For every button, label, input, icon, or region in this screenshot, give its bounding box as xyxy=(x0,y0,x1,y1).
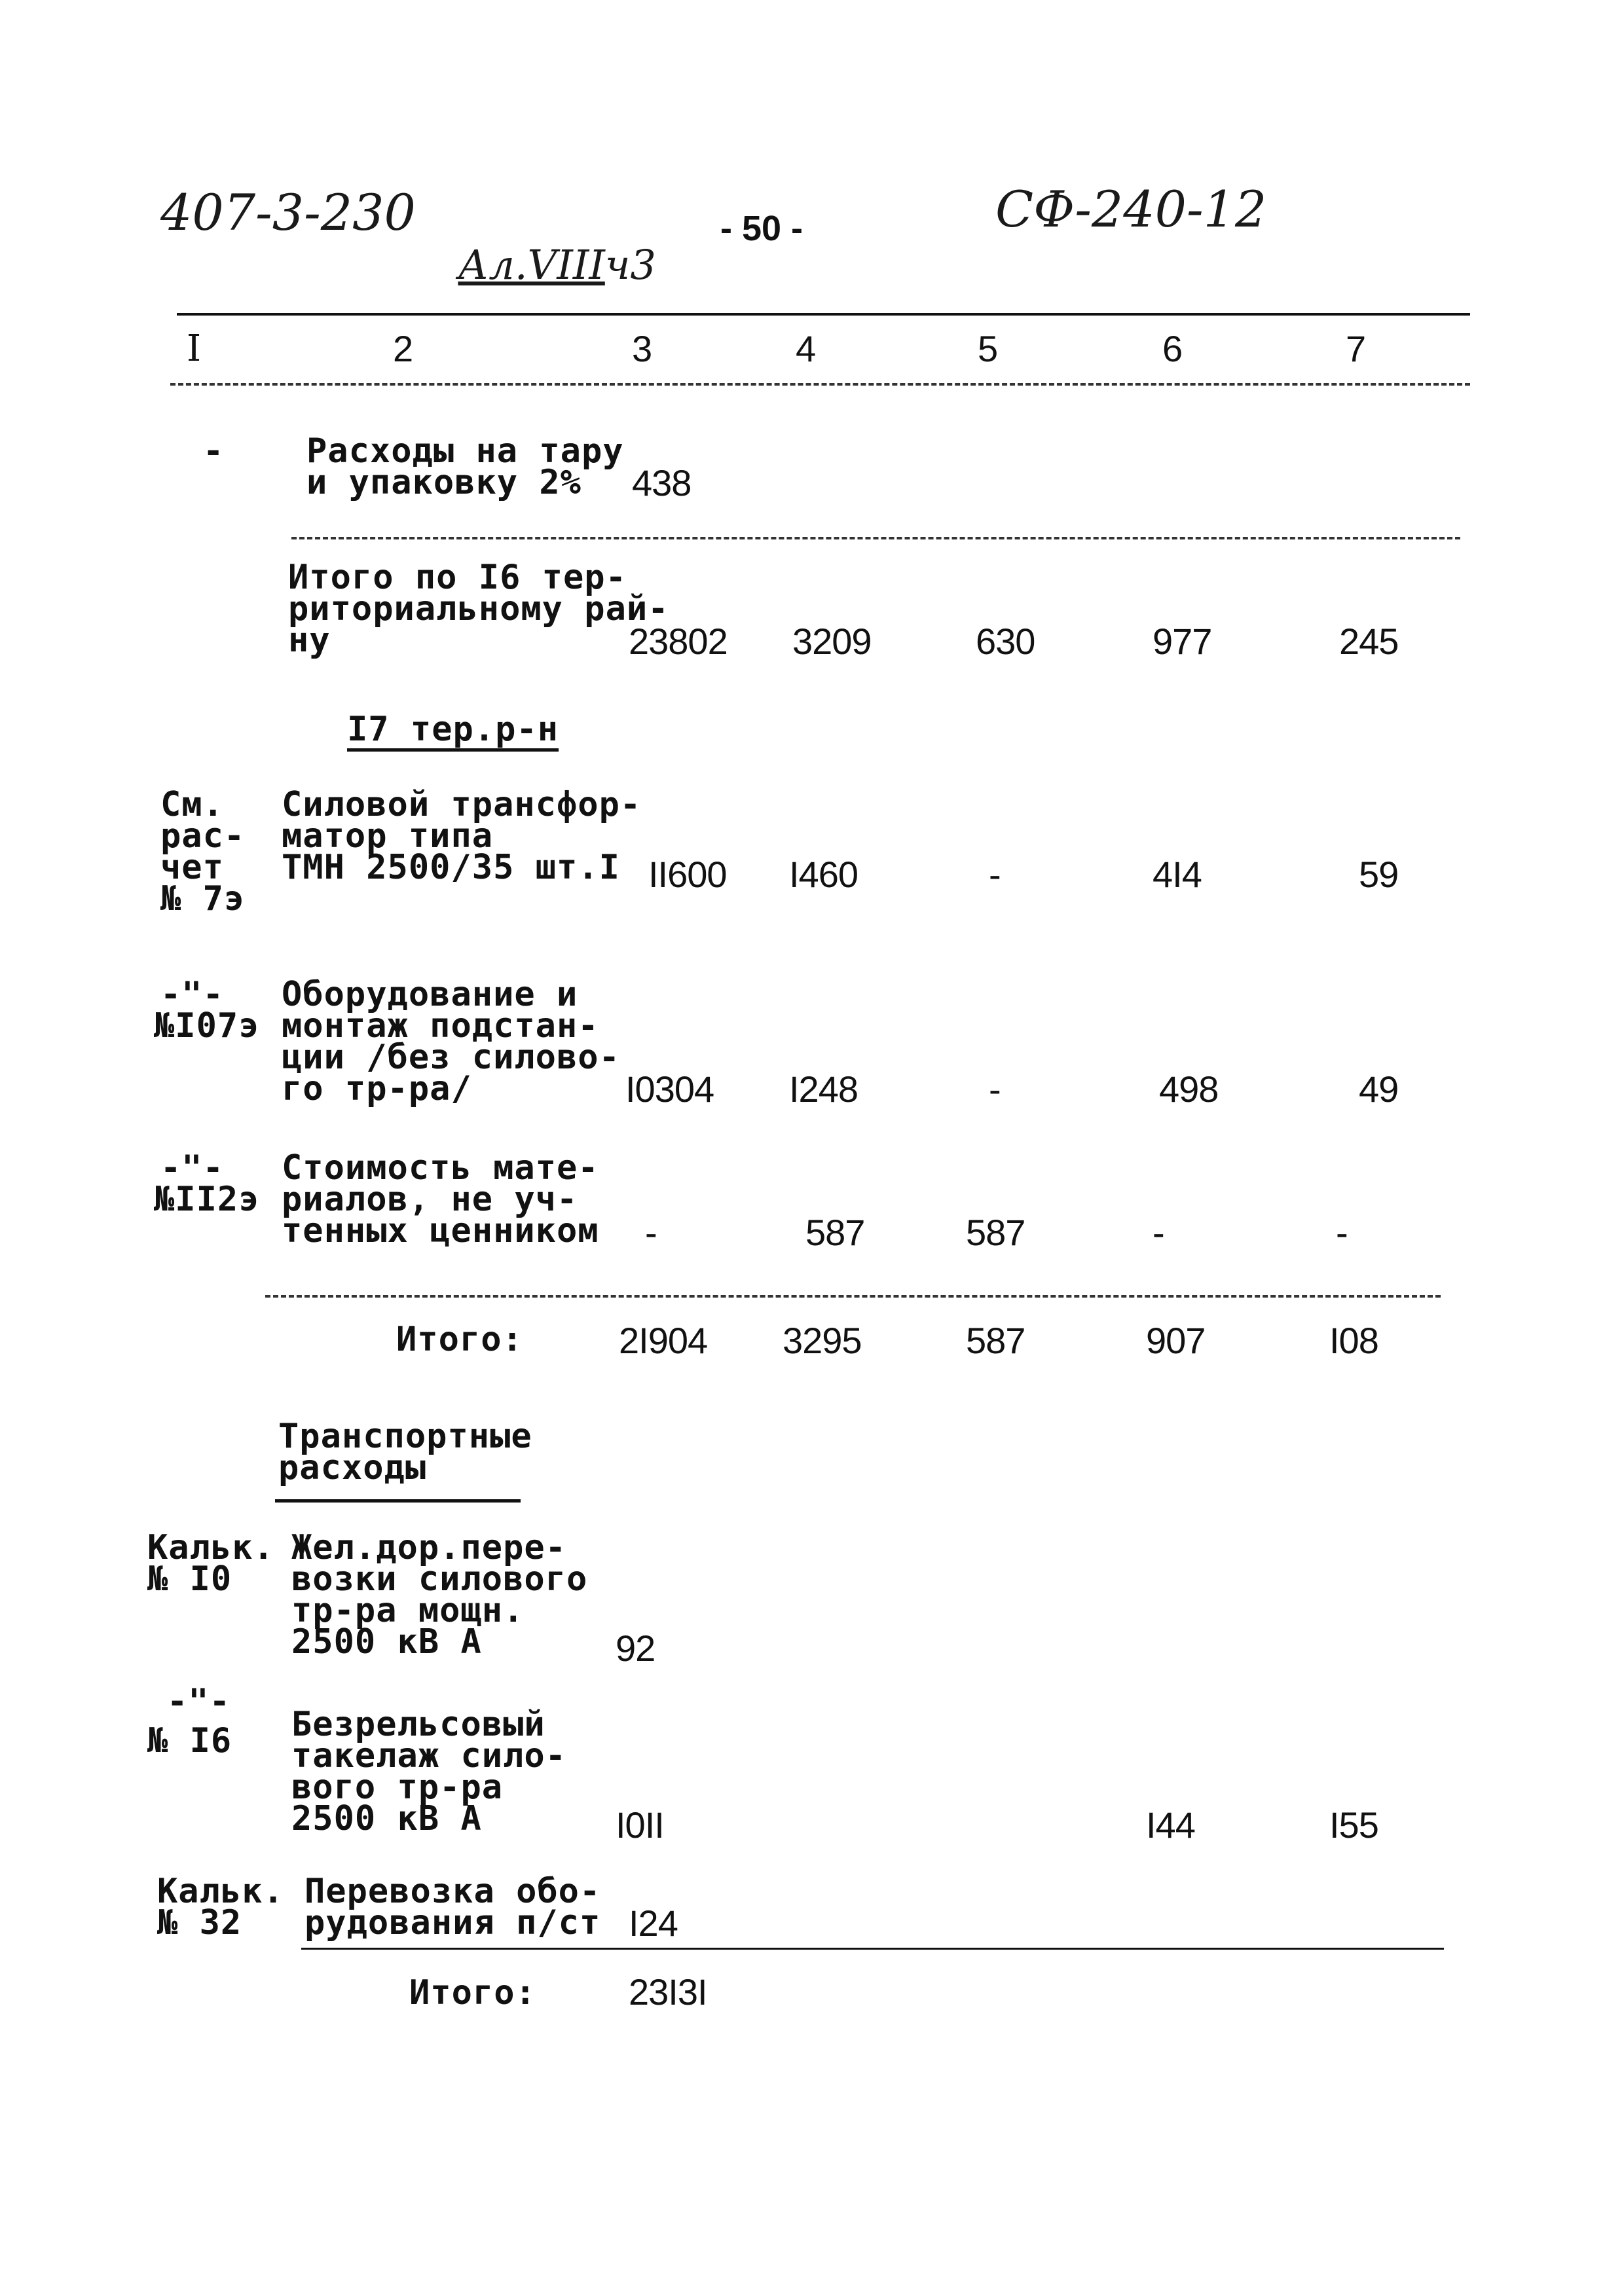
transformer-col5: - xyxy=(989,854,1001,895)
total16-desc-line-1: Итого по I6 тер- xyxy=(288,558,627,597)
materials-rule xyxy=(265,1295,1441,1298)
transformer-desc-line-2: матор типа xyxy=(282,816,494,856)
materials-col4: 587 xyxy=(805,1212,865,1253)
equipment-col5: - xyxy=(989,1068,1001,1110)
equipment-desc-line-3: ции /без силово- xyxy=(282,1038,620,1077)
album-part: ч3 xyxy=(604,241,656,289)
transport-title-line-2: расходы xyxy=(278,1448,427,1487)
subtotal-col6: 907 xyxy=(1146,1320,1206,1361)
packaging-col3: 438 xyxy=(632,462,692,503)
total16-col4: 3209 xyxy=(792,621,872,662)
equip-transport-ref-line-1: Кальк. xyxy=(157,1872,284,1911)
equipment-col4: I248 xyxy=(789,1068,858,1110)
total16-col7: 245 xyxy=(1339,621,1399,662)
rigging-col3: I0II xyxy=(616,1804,664,1846)
transport-title-line-1: Транспортные xyxy=(278,1417,532,1456)
column-header-2: 2 xyxy=(393,328,413,369)
rail-desc-line-1: Жел.дор.пере- xyxy=(291,1528,566,1567)
column-header-7: 7 xyxy=(1346,328,1366,369)
rigging-col6: I44 xyxy=(1146,1804,1195,1846)
materials-ref-line-1: -"- xyxy=(160,1148,224,1188)
equipment-ref-line-2: №I07э xyxy=(154,1006,260,1046)
transformer-ref-line-1: См. xyxy=(160,785,224,824)
rail-ref-line-1: Кальк. xyxy=(147,1528,274,1567)
table-top-rule xyxy=(177,313,1470,316)
equipment-col7: 49 xyxy=(1359,1068,1399,1110)
rail-col3: 92 xyxy=(616,1628,655,1669)
rigging-desc-line-4: 2500 кВ А xyxy=(291,1799,482,1838)
document-code-right: СФ-240-12 xyxy=(995,180,1267,238)
album-reference xyxy=(432,193,656,289)
rigging-ref-line-1: -"- xyxy=(167,1682,231,1721)
equipment-col6: 498 xyxy=(1159,1068,1219,1110)
equip-transport-desc-line-2: рудования п/ст xyxy=(304,1903,601,1942)
subtotal-col4: 3295 xyxy=(783,1320,862,1361)
rigging-col7: I55 xyxy=(1329,1804,1378,1846)
column-header-3: 3 xyxy=(632,328,652,369)
materials-desc-line-2: риалов, не уч- xyxy=(282,1180,578,1219)
equipment-desc-line-2: монтаж подстан- xyxy=(282,1006,599,1046)
total16-desc-line-3: ну xyxy=(288,621,331,660)
column-header-1: I xyxy=(187,327,201,370)
rail-ref-line-2: № I0 xyxy=(147,1559,232,1599)
section-17-title: I7 тер.р-н xyxy=(347,710,559,749)
materials-desc-line-3: тенных ценником xyxy=(282,1211,599,1250)
subtotal-col3: 2I904 xyxy=(619,1320,708,1361)
materials-col7: - xyxy=(1336,1212,1348,1253)
equipment-desc-line-4: го тр-ра/ xyxy=(282,1069,472,1108)
materials-col3: - xyxy=(645,1212,657,1253)
rail-desc-line-3: тр-ра мощн. xyxy=(291,1591,525,1630)
packaging-desc-line-1: Расходы на тару xyxy=(306,431,624,471)
table-header-rule xyxy=(170,383,1470,386)
album-label: Ал.VIII xyxy=(458,241,605,289)
transformer-col4: I460 xyxy=(789,854,858,895)
transformer-col3: II600 xyxy=(648,854,727,895)
transformer-col7: 59 xyxy=(1359,854,1399,895)
page-number: - 50 - xyxy=(720,209,803,248)
equip-transport-desc-line-1: Перевозка обо- xyxy=(304,1872,601,1911)
transformer-col6: 4I4 xyxy=(1153,854,1202,895)
final-total-label: Итого: xyxy=(409,1973,536,2013)
column-header-4: 4 xyxy=(796,328,816,369)
materials-desc-line-1: Стоимость мате- xyxy=(282,1148,599,1188)
equipment-col3: I0304 xyxy=(625,1068,714,1110)
rail-desc-line-2: возки силового xyxy=(291,1559,588,1599)
transport-title-underline xyxy=(275,1499,521,1503)
column-header-5: 5 xyxy=(978,328,998,369)
subtotal-col7: I08 xyxy=(1329,1320,1378,1361)
total16-col6: 977 xyxy=(1153,621,1212,662)
rail-desc-line-4: 2500 кВ А xyxy=(291,1622,482,1662)
rigging-desc-line-2: такелаж сило- xyxy=(291,1736,566,1776)
transformer-ref-line-2: рас- xyxy=(160,816,246,856)
transformer-desc-line-1: Силовой трансфор- xyxy=(282,785,642,824)
equip-transport-ref-line-2: № 32 xyxy=(157,1903,242,1942)
total16-col5: 630 xyxy=(976,621,1035,662)
transformer-ref-line-3: чет xyxy=(160,848,224,887)
transformer-desc-line-3: ТМН 2500/35 шт.I xyxy=(282,848,620,887)
materials-col5: 587 xyxy=(966,1212,1025,1253)
document-code-left: 407-3-230 xyxy=(160,183,416,242)
final-rule xyxy=(301,1948,1444,1950)
rigging-ref-line-2: № I6 xyxy=(147,1721,232,1760)
column-header-6: 6 xyxy=(1162,328,1183,369)
rigging-desc-line-1: Безрельсовый xyxy=(291,1705,545,1744)
materials-col6: - xyxy=(1153,1212,1164,1253)
packaging-desc-line-2: и упаковку 2% xyxy=(306,463,581,502)
packaging-dash: - xyxy=(203,431,225,471)
equipment-desc-line-1: Оборудование и xyxy=(282,975,578,1014)
total16-col3: 23802 xyxy=(629,621,728,662)
equipment-ref-line-1: -"- xyxy=(160,975,224,1014)
equip-transport-col3: I24 xyxy=(629,1903,678,1944)
materials-ref-line-2: №II2э xyxy=(154,1180,260,1219)
subtotal-label: Итого: xyxy=(396,1320,523,1359)
rigging-desc-line-3: вого тр-ра xyxy=(291,1768,504,1807)
final-total-col3: 23I3I xyxy=(629,1971,707,2013)
packaging-rule xyxy=(291,537,1460,539)
subtotal-col5: 587 xyxy=(966,1320,1025,1361)
transformer-ref-line-4: № 7э xyxy=(160,879,246,919)
total16-desc-line-2: риториальному рай- xyxy=(288,589,669,629)
